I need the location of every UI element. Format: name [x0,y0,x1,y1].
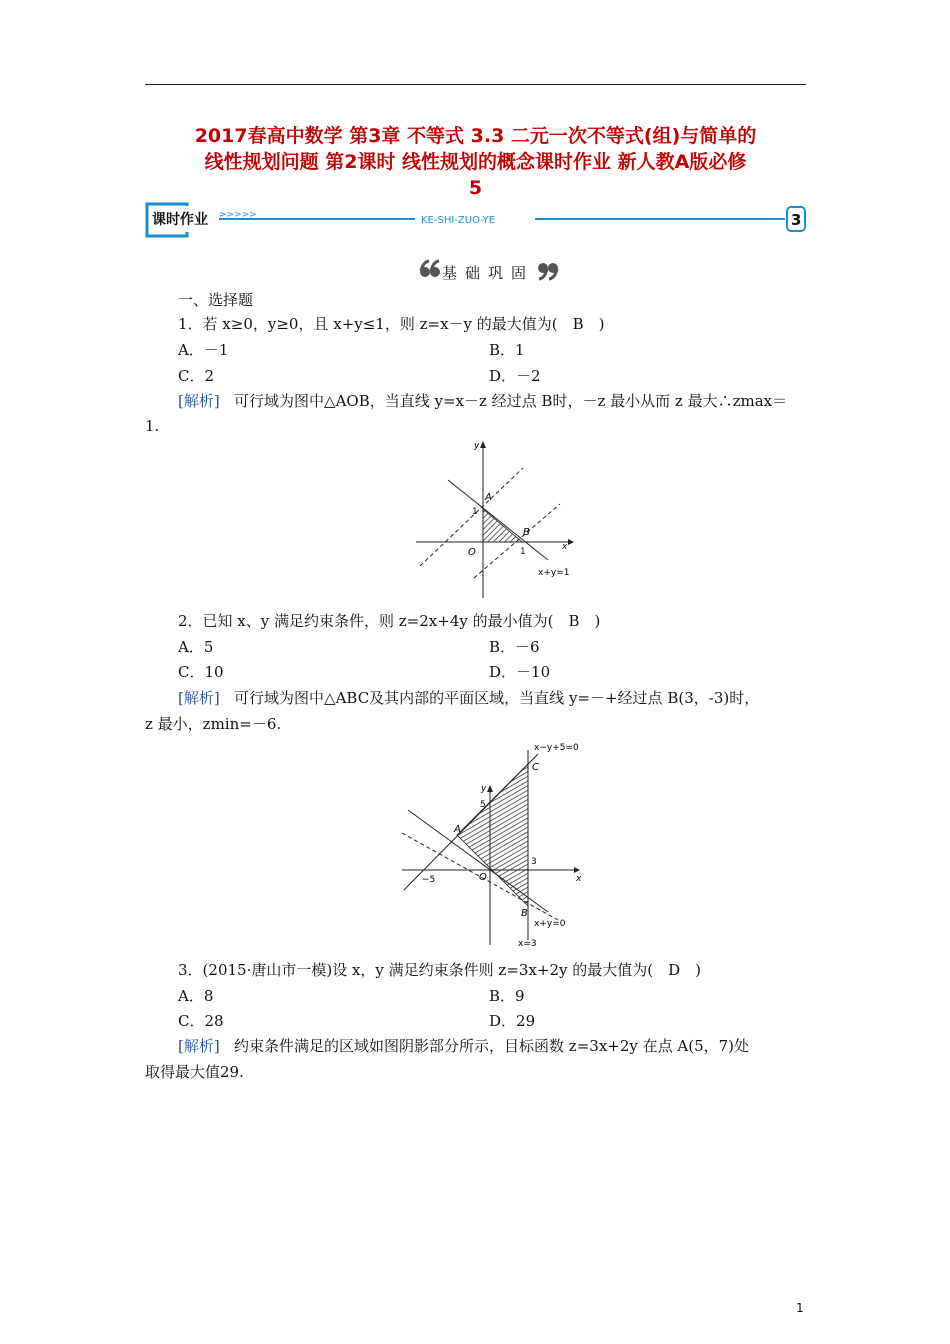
title-line-1: 2017春高中数学 第3章 不等式 3.3 二元一次不等式(组)与简单的 [194,125,757,147]
q2-analysis-cont: z 最小，zmin=－6. [145,715,282,733]
section-heading-text: 基础巩固 [442,264,535,282]
fig1-y-label: y [474,441,480,451]
question-type: 一、选择题 [178,291,254,309]
homework-banner [145,202,810,238]
q2-option-d: D．－10 [489,663,551,681]
fig2-point-c: C [532,762,539,773]
q1-analysis-text: 可行域为图中△AOB，当直线 y=x－z 经过点 B时，－z 最小从而 z 最大∴zmax＝ [234,392,788,410]
fig2-feasible-region [457,764,528,906]
q1-option-c: C．2 [178,367,215,385]
fig2-tick-3: 3 [531,857,537,867]
fig1-feasible-region [483,509,522,542]
q3-analysis-cont: 取得最大值29. [145,1063,244,1081]
q1-option-a: A．－1 [178,341,229,359]
title-line-2: 线性规划问题 第2课时 线性规划的概念课时作业 新人教A版必修 [204,151,747,173]
fig2-tick-y5: 5 [480,800,486,810]
q2-analysis-text: 可行域为图中△ABC及其内部的平面区域，当直线 y=－+经过点 B(3，-3)时， [234,689,760,707]
page-number: 1 [796,1301,804,1315]
fig1-point-b: B [523,527,530,538]
fig2-x-label: x [576,874,582,884]
fig2-y-arrow-icon [487,785,493,792]
q1-analysis-tag: [解析] [178,392,220,410]
q2-option-a: A．5 [178,638,214,656]
banner-arrows: >>>>> [219,210,257,220]
banner-number: 3 [791,211,802,229]
section-heading [415,258,575,284]
fig2-y-label: y [481,784,487,794]
close-quote-icon [538,263,558,279]
fig2-tick-neg5: −5 [422,875,436,885]
q2-stem: 2．已知 x、y 满足约束条件，则 z=2x+4y 的最小值为( B ) [178,612,601,630]
fig2-point-a: A [454,824,461,835]
q3-option-b: B．9 [489,987,525,1005]
figure-2 [398,740,588,950]
q2-option-c: C．10 [178,663,224,681]
q2-analysis [178,688,759,708]
fig1-origin: O [468,547,476,558]
q1-analysis-cont: 1. [145,417,160,435]
fig1-x-arrow-icon [568,539,574,545]
document-title [140,123,811,201]
fig1-y-arrow-icon [480,441,486,448]
fig2-origin: O [479,872,487,883]
fig1-x-label: x [562,542,568,552]
fig2-label-top: x−y+5=0 [534,743,579,753]
q3-analysis-tag: [解析] [178,1037,220,1055]
q1-analysis [178,391,787,411]
q3-option-c: C．28 [178,1012,224,1030]
q1-stem: 1．若 x≥0，y≥0，且 x+y≤1，则 z=x－y 的最大值为( B ) [178,315,605,333]
q3-analysis [178,1036,749,1056]
fig2-label-bot: x=3 [518,939,537,949]
fig1-tick-y1: 1 [472,507,478,517]
fig1-line-label: x+y=1 [538,568,570,578]
q2-option-b: B．－6 [489,638,540,656]
figure-1 [410,438,580,600]
header-rule [145,84,806,85]
q3-option-a: A．8 [178,987,214,1005]
fig1-point-a: A [485,492,492,503]
q3-stem: 3．(2015·唐山市一模)设 x，y 满足约束条件则 z=3x+2y 的最大值为( D ) [178,961,701,979]
q3-option-d: D．29 [489,1012,536,1030]
open-quote-icon [420,261,440,277]
q1-option-b: B．1 [489,341,525,359]
title-line-3: 5 [468,177,483,199]
q2-analysis-tag: [解析] [178,689,220,707]
fig2-point-b: B [521,908,528,919]
banner-pinyin: KE-SHI-ZUO-YE [421,215,496,226]
fig2-label-mid: x+y=0 [534,919,566,929]
q3-analysis-text: 约束条件满足的区域如图阴影部分所示，目标函数 z=3x+2y 在点 A(5，7)处 [234,1037,750,1055]
fig2-x-arrow-icon [574,867,580,873]
q1-option-d: D．－2 [489,367,541,385]
banner-label: 课时作业 [152,212,208,228]
fig1-tick-x1: 1 [520,547,526,557]
